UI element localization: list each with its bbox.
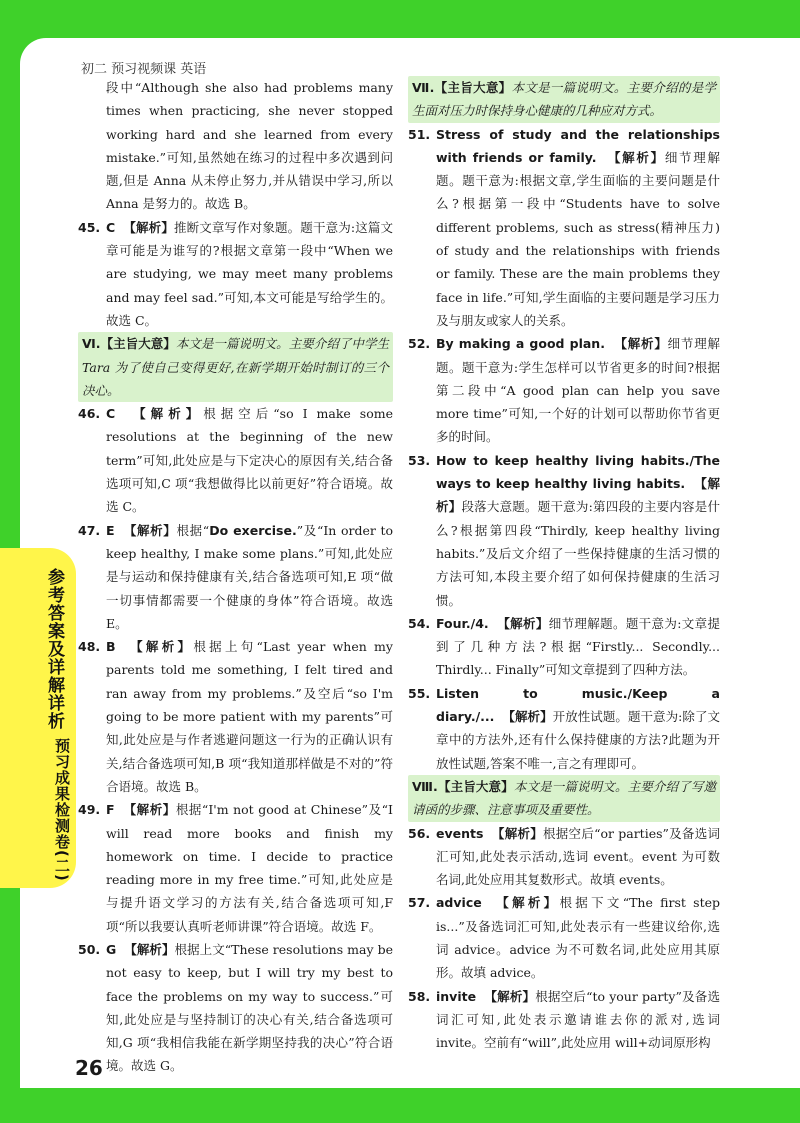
answer-52: 52. By making a good plan. 【解析】细节理解题。题干意为:学生怎样可以节省更多的时间?根据第二段中“A good plan can help you save more time”可知,一个好的计划可以帮助你节省更多的时间。 xyxy=(408,336,720,445)
analysis-tag: 【解析】 xyxy=(484,988,536,1004)
analysis-text: 开放性试题。题干意为:除了文章中的方法外,还有什么保持健康的方法?此题为开放性试题,答案不唯一,言之有理即可。 xyxy=(436,709,720,771)
quoted-bold: Do exercise. xyxy=(209,522,297,538)
answer-key: F xyxy=(106,802,115,818)
analysis-tag: 【解析】 xyxy=(123,522,177,538)
theme-summary-6: Ⅵ.【主旨大意】本文是一篇说明文。主要介绍了中学生 Tara 为了使自己变得更好,在新学期开始时制订的三个决心。 xyxy=(78,332,393,402)
answer-50: 50. G 【解析】根据上文“These resolutions may be not easy to keep, but I will try my best to face the problems on my way to success.”可知,此处应是与坚持制订的决心有关,结合备选项可知,G 项“我相信我能在新学期坚持我的决心”符合语境。故选 G。 xyxy=(78,941,393,1074)
answer-58: 58. invite 【解析】根据空后“to your party”及备选词汇可知,此处表示邀请谁去你的派对,选词 invite。空前有“will”,此处应用 will+动词原形构 xyxy=(408,988,720,1051)
analysis-tag: 【解析】 xyxy=(436,476,720,515)
answer-key: Stress of study and the relationships with friends or family. xyxy=(436,126,720,165)
answer-key: invite xyxy=(436,988,477,1004)
left-column xyxy=(78,76,393,1078)
analysis-text: 根据上句“Last year when my parents told me something, I felt tired and ran away from my problems.”及空后“so I'm going to be more patient with my parents”可知,此处应是与作者逃避问题这一行为的正确认识有关,结合备选项可知,B 项“我知道那样做是不对的”符合语境。故选 B。 xyxy=(106,639,393,794)
answer-key: advice xyxy=(436,895,482,911)
analysis-text: 根据下文“The first step is...”及备选词汇可知,此处表示有一些建议给你,选词 advice。advice 为不可数名词,此处应用其原形。故填 advice。 xyxy=(436,895,720,981)
answer-47: 47. E 【解析】根据“Do exercise.”及“In order to keep healthy, I make some plans.”可知,此处应是与运动和保持健康有关,结合备选项可知,E 项“做一切事情都需要一个健康的身体”符合语境。故选 E。 xyxy=(78,522,394,631)
answer-51: 51. Stress of study and the relationships with friends or family. 【解析】细节理解题。题干意为:根据文章,学生面临的主要问题是什么?根据第一段中“Students have to solve different problems, such as stress(精神压力) of study and the relationships with friends or family. These are the main problems they face in life.”可知,学生面临的主要问题是学习压力及与朋友或家人的关系。 xyxy=(408,126,720,328)
analysis-tag: 【解析】 xyxy=(497,615,549,631)
side-label-test: 预习成果检测卷(二) xyxy=(53,738,71,882)
analysis-tag: 【解析】 xyxy=(491,825,544,841)
analysis-tag: 【解析】 xyxy=(133,406,204,422)
analysis-text: 根据上文“These resolutions may be not easy to keep, but I will try my best to face the problems on my way to success.”可知,此处应是与坚持制订的决心有关,结合备选项可知,G 项“我相信我能在新学期坚持我的决心”符合语境。故选 G。 xyxy=(106,941,393,1074)
answer-key: By making a good plan. xyxy=(436,336,605,352)
analysis-tag: 【解析】 xyxy=(130,639,194,655)
analysis-text: 细节理解题。题干意为:学生怎样可以节省更多的时间?根据第二段中“A good plan can help you save more time”可知,一个好的计划可以帮助你节省更多的时间。 xyxy=(436,336,720,445)
answer-key: C xyxy=(106,219,116,235)
theme-summary-8: Ⅷ.【主旨大意】本文是一篇说明文。主要介绍了写邀请函的步骤、注意事项及重要性。 xyxy=(408,775,720,822)
page-number: 26 xyxy=(75,1056,103,1080)
side-label-answers: 参考答案及详解详析 xyxy=(44,568,64,730)
analysis-text: 根据空后“or parties”及备选词汇可知,此处表示活动,选词 event。event 为可数名词,此处应用其复数形式。故填 events。 xyxy=(436,825,720,888)
answer-key: events xyxy=(436,825,484,841)
answer-key: B xyxy=(106,639,116,655)
analysis-text: 推断文章写作对象题。题干意为:这篇文章可能是为谁写的?根据文章第一段中“When we are studying, we may meet many problems and may feel sad.”可知,本文可能是写给学生的。故选 C。 xyxy=(106,219,393,328)
analysis-text: 根据空后“to your party”及备选词汇可知,此处表示邀请谁去你的派对,选词 invite。空前有“will”,此处应用 will+动词原形构 xyxy=(436,988,720,1051)
analysis-text: 根据空后“so I make some resolutions at the beginning of the new term”可知,此处应是与下定决心的原因有关,结合备选项可知,C 项“我想做得比以前更好”符合语境。故选 C。 xyxy=(106,406,393,515)
right-column xyxy=(408,76,720,1054)
analysis-tag: 【解析】 xyxy=(502,709,553,725)
analysis-tag: 【解析】 xyxy=(123,802,176,818)
answer-53: 53. How to keep healthy living habits./The ways to keep healthy living habits. 【解析】段落大意题。题干意为:第四段的主要内容是什么?根据第四段“Thirdly, keep healthy living habits.”及后文介绍了一些保持健康的生活习惯的方法可知,本段主要介绍了如何保持健康的生活习惯。 xyxy=(408,452,720,608)
answer-55: 55. Listen to music./Keep a diary./... 【解析】开放性试题。题干意为:除了文章中的方法外,还有什么保持健康的方法?此题为开放性试题,答案不唯一,言之有理即可。 xyxy=(408,685,720,771)
theme-summary-7: Ⅶ.【主旨大意】本文是一篇说明文。主要介绍的是学生面对压力时保持身心健康的几种应对方式。 xyxy=(408,76,720,123)
analysis-tag: 【解析】 xyxy=(496,895,560,911)
analysis-tag: 【解析】 xyxy=(123,219,174,235)
analysis-text: 段落大意题。题干意为:第四段的主要内容是什么?根据第四段“Thirdly, keep healthy living habits.”及后文介绍了一些保持健康的生活习惯的方法可知,本段主要介绍了如何保持健康的生活习惯。 xyxy=(436,499,720,608)
answer-46: 46. C 【解析】根据空后“so I make some resolutions at the beginning of the new term”可知,此处应是与下定决心的原因有关,结合备选项可知,C 项“我想做得比以前更好”符合语境。故选 C。 xyxy=(78,406,393,515)
answer-key: How to keep healthy living habits./The ways to keep healthy living habits. xyxy=(436,452,720,492)
answer-key: C xyxy=(106,406,116,422)
analysis-text: 根据“I'm not good at Chinese”及“I will read more books and finish my homework on time. I decide to practice reading more in my free time.”可知,此处应是与提升语文学习的方法有关,结合备选项可知,F 项“所以我要认真听老师讲课”符合语境。故选 F。 xyxy=(106,802,393,934)
answer-key: E xyxy=(106,522,115,538)
answer-45: 45. C 【解析】推断文章写作对象题。题干意为:这篇文章可能是为谁写的?根据文章第一段中“When we are studying, we may meet many problems and may feel sad.”可知,本文可能是写给学生的。故选 C。 xyxy=(78,219,393,328)
analysis-text: 细节理解题。题干意为:根据文章,学生面临的主要问题是什么?根据第一段中“Students have to solve different problems, such as stress(精神压力) of study and the relationships with friends or family. These are the main problems they face in life.”可知,学生面临的主要问题是学习压力及与朋友或家人的关系。 xyxy=(436,149,720,328)
analysis-tag: 【解析】 xyxy=(614,336,668,352)
answer-56: 56. events 【解析】根据空后“or parties”及备选词汇可知,此处表示活动,选词 event。event 为可数名词,此处应用其复数形式。故填 events。 xyxy=(408,825,720,888)
page-header: 初二 预习视频课 英语 xyxy=(81,62,207,77)
answer-57: 57. advice 【解析】根据下文“The first step is...”及备选词汇可知,此处表示有一些建议给你,选词 advice。advice 为不可数名词,此处应用其原形。故填 advice。 xyxy=(408,895,720,981)
answer-key: Four./4. xyxy=(436,615,489,631)
continuation-paragraph: 段中“Although she also had problems many times when practicing, she never stopped working hard and she learned from every mistake.”可知,虽然她在练习的过程中多次遇到问题,但是 Anna 从未停止努力,并从错误中学习,所以 Anna 是努力的。故选 B。 xyxy=(106,80,393,212)
answer-54: 54. Four./4. 【解析】细节理解题。题干意为:文章提到了几种方法?根据“Firstly... Secondly... Thirdly... Finally”可知文章提到了四种方法。 xyxy=(408,615,720,678)
answer-49: 49. F 【解析】根据“I'm not good at Chinese”及“I will read more books and finish my homework on time. I decide to practice reading more in my free time.”可知,此处应是与提升语文学习的方法有关,结合备选项可知,F 项“所以我要认真听老师讲课”符合语境。故选 F。 xyxy=(78,802,393,934)
answer-48: 48. B 【解析】根据上句“Last year when my parents told me something, I felt tired and ran away from my problems.”及空后“so I'm going to be more patient with my parents”可知,此处应是与作者逃避问题这一行为的正确认识有关,结合备选项可知,B 项“我知道那样做是不对的”符合语境。故选 B。 xyxy=(78,639,393,794)
answer-key: Listen to music./Keep a diary./... xyxy=(436,685,720,725)
analysis-text: 细节理解题。题干意为:文章提到了几种方法?根据“Firstly... Secondly... Thirdly... Finally”可知文章提到了四种方法。 xyxy=(436,615,720,678)
analysis-tag: 【解析】 xyxy=(124,941,175,957)
answer-key: G xyxy=(106,941,117,957)
analysis-tag: 【解析】 xyxy=(607,149,665,165)
